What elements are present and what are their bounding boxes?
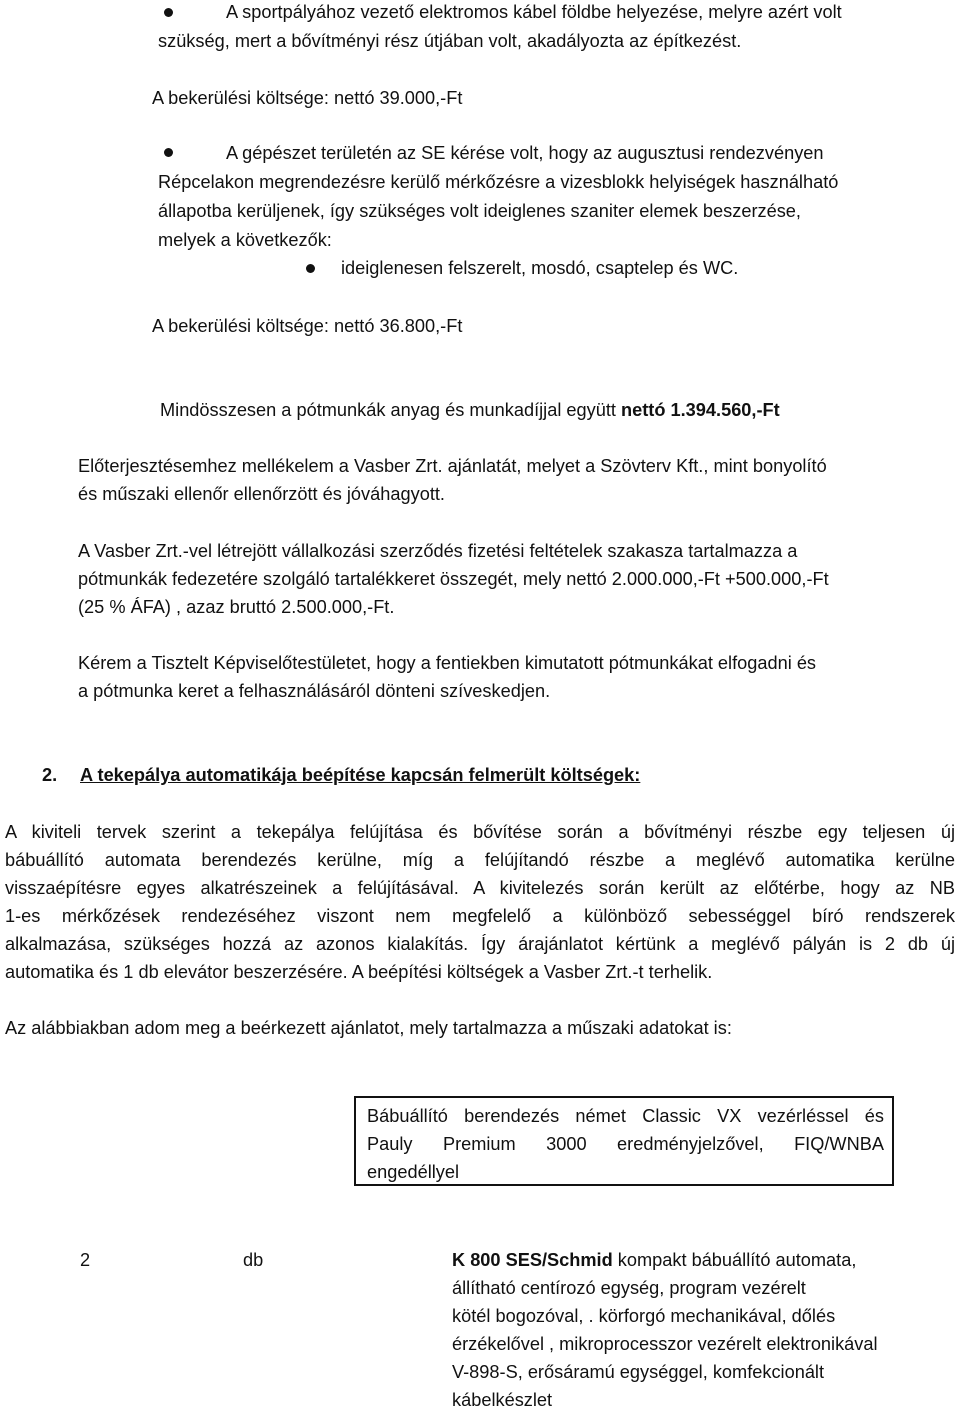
para-line2: bábuállító automata berendezés kerülne, míg a felújítandó részbe a meglévő automatika kerülne xyxy=(5,850,955,870)
bullet2-line4: melyek a következők: xyxy=(158,230,332,250)
item-line2: állítható centírozó egység, program vezérelt xyxy=(452,1278,806,1298)
para-line4: 1-es mérkőzések rendezéséhez viszont nem megfelelő a különböző sebességgel bíró rendszerek xyxy=(5,906,955,926)
item-quantity: 2 xyxy=(80,1250,91,1270)
item-line1 xyxy=(452,1248,856,1272)
offer-intro: Az alábbiakban adom meg a beérkezett ajánlatot, mely tartalmazza a műszaki adatokat is: xyxy=(5,1018,732,1038)
bullet-icon xyxy=(164,148,173,157)
bullet2-line2: Répcelakon megrendezésre kerülő mérkőzésre a vizesblokk helyiségek használható xyxy=(158,172,839,192)
box-line1: Bábuállító berendezés német Classic VX vezérléssel és xyxy=(367,1106,884,1126)
item-line3: kötél bogozóval, . körforgó mechanikával, dőlés xyxy=(452,1306,836,1326)
contract-line3: (25 % ÁFA) , azaz bruttó 2.500.000,-Ft. xyxy=(78,597,395,617)
total-text: Mindösszesen a pótmunkák anyag és munkadíjjal együtt xyxy=(160,400,622,420)
bullet1-line2: szükség, mert a bővítményi rész útjában volt, akadályozta az építkezést. xyxy=(158,31,742,51)
para-line5: alkalmazása, szükséges hozzá az azonos kialakítás. Így árajánlatot kértünk a meglévő pályán is 2 db új xyxy=(5,934,955,954)
cost-line-2: A bekerülési költsége: nettó 36.800,-Ft xyxy=(152,316,463,336)
attach-line1: Előterjesztésemhez mellékelem a Vasber Zrt. ajánlatát, melyet a Szövterv Kft., mint bonyolító xyxy=(78,456,827,476)
total-amount: nettó 1.394.560,-Ft xyxy=(621,400,780,420)
bullet2-line3: állapotba kerüljenek, így szükséges volt ideiglenes szaniter elemek beszerzése, xyxy=(158,201,801,221)
item-line5: V-898-S, erősáramú egységgel, komfekcionált xyxy=(452,1362,825,1382)
total-line xyxy=(160,398,780,422)
sub-bullet-text: ideiglenesen felszerelt, mosdó, csaptelep és WC. xyxy=(341,258,739,278)
para-line3: visszaépítésre egyes alkatrészeinek a felújításával. A kivitelezés során került az előtérbe, hogy az NB xyxy=(5,878,955,898)
box-line2: Pauly Premium 3000 eredményjelzővel, FIQ/WNBA xyxy=(367,1134,884,1154)
para-line1: A kiviteli tervek szerint a tekepálya felújítása és bővítése során a bővítményi részbe egy teljesen új xyxy=(5,822,955,842)
item-model: K 800 SES/Schmid xyxy=(452,1250,613,1270)
attach-line2: és műszaki ellenőr ellenőrzött és jóváhagyott. xyxy=(78,484,445,504)
para-line6: automatika és 1 db elevátor beszerzésére. A beépítési költségek a Vasber Zrt.-t terhelik. xyxy=(5,962,713,982)
bullet1-line1: A sportpályához vezető elektromos kábel földbe helyezése, melyre azért volt xyxy=(226,2,842,22)
item-line6: kábelkészlet xyxy=(452,1390,553,1410)
item-unit: db xyxy=(243,1250,264,1270)
request-line2: a pótmunka keret a felhasználásáról dönteni szíveskedjen. xyxy=(78,681,551,701)
cost-line-1: A bekerülési költsége: nettó 39.000,-Ft xyxy=(152,88,463,108)
bullet2-line1: A gépészet területén az SE kérése volt, hogy az augusztusi rendezvényen xyxy=(226,143,824,163)
bullet-icon xyxy=(164,8,173,17)
bullet-icon xyxy=(306,264,315,273)
box-line3: engedéllyel xyxy=(367,1162,460,1182)
section-heading: A tekepálya automatikája beépítése kapcsán felmerült költségek: xyxy=(80,765,641,785)
item-desc: kompakt bábuállító automata, xyxy=(612,1250,857,1270)
item-line4: érzékelővel , mikroprocesszor vezérelt elektronikával xyxy=(452,1334,878,1354)
contract-line1: A Vasber Zrt.-vel létrejött vállalkozási szerződés fizetési feltételek szakasza tartalmazza a xyxy=(78,541,798,561)
contract-line2: pótmunkák fedezetére szolgáló tartalékkeret összegét, mely nettó 2.000.000,-Ft +500.000,-Ft xyxy=(78,569,829,589)
section-number: 2. xyxy=(42,765,58,785)
request-line1: Kérem a Tisztelt Képviselőtestületet, hogy a fentiekben kimutatott pótmunkákat elfogadni és xyxy=(78,653,817,673)
